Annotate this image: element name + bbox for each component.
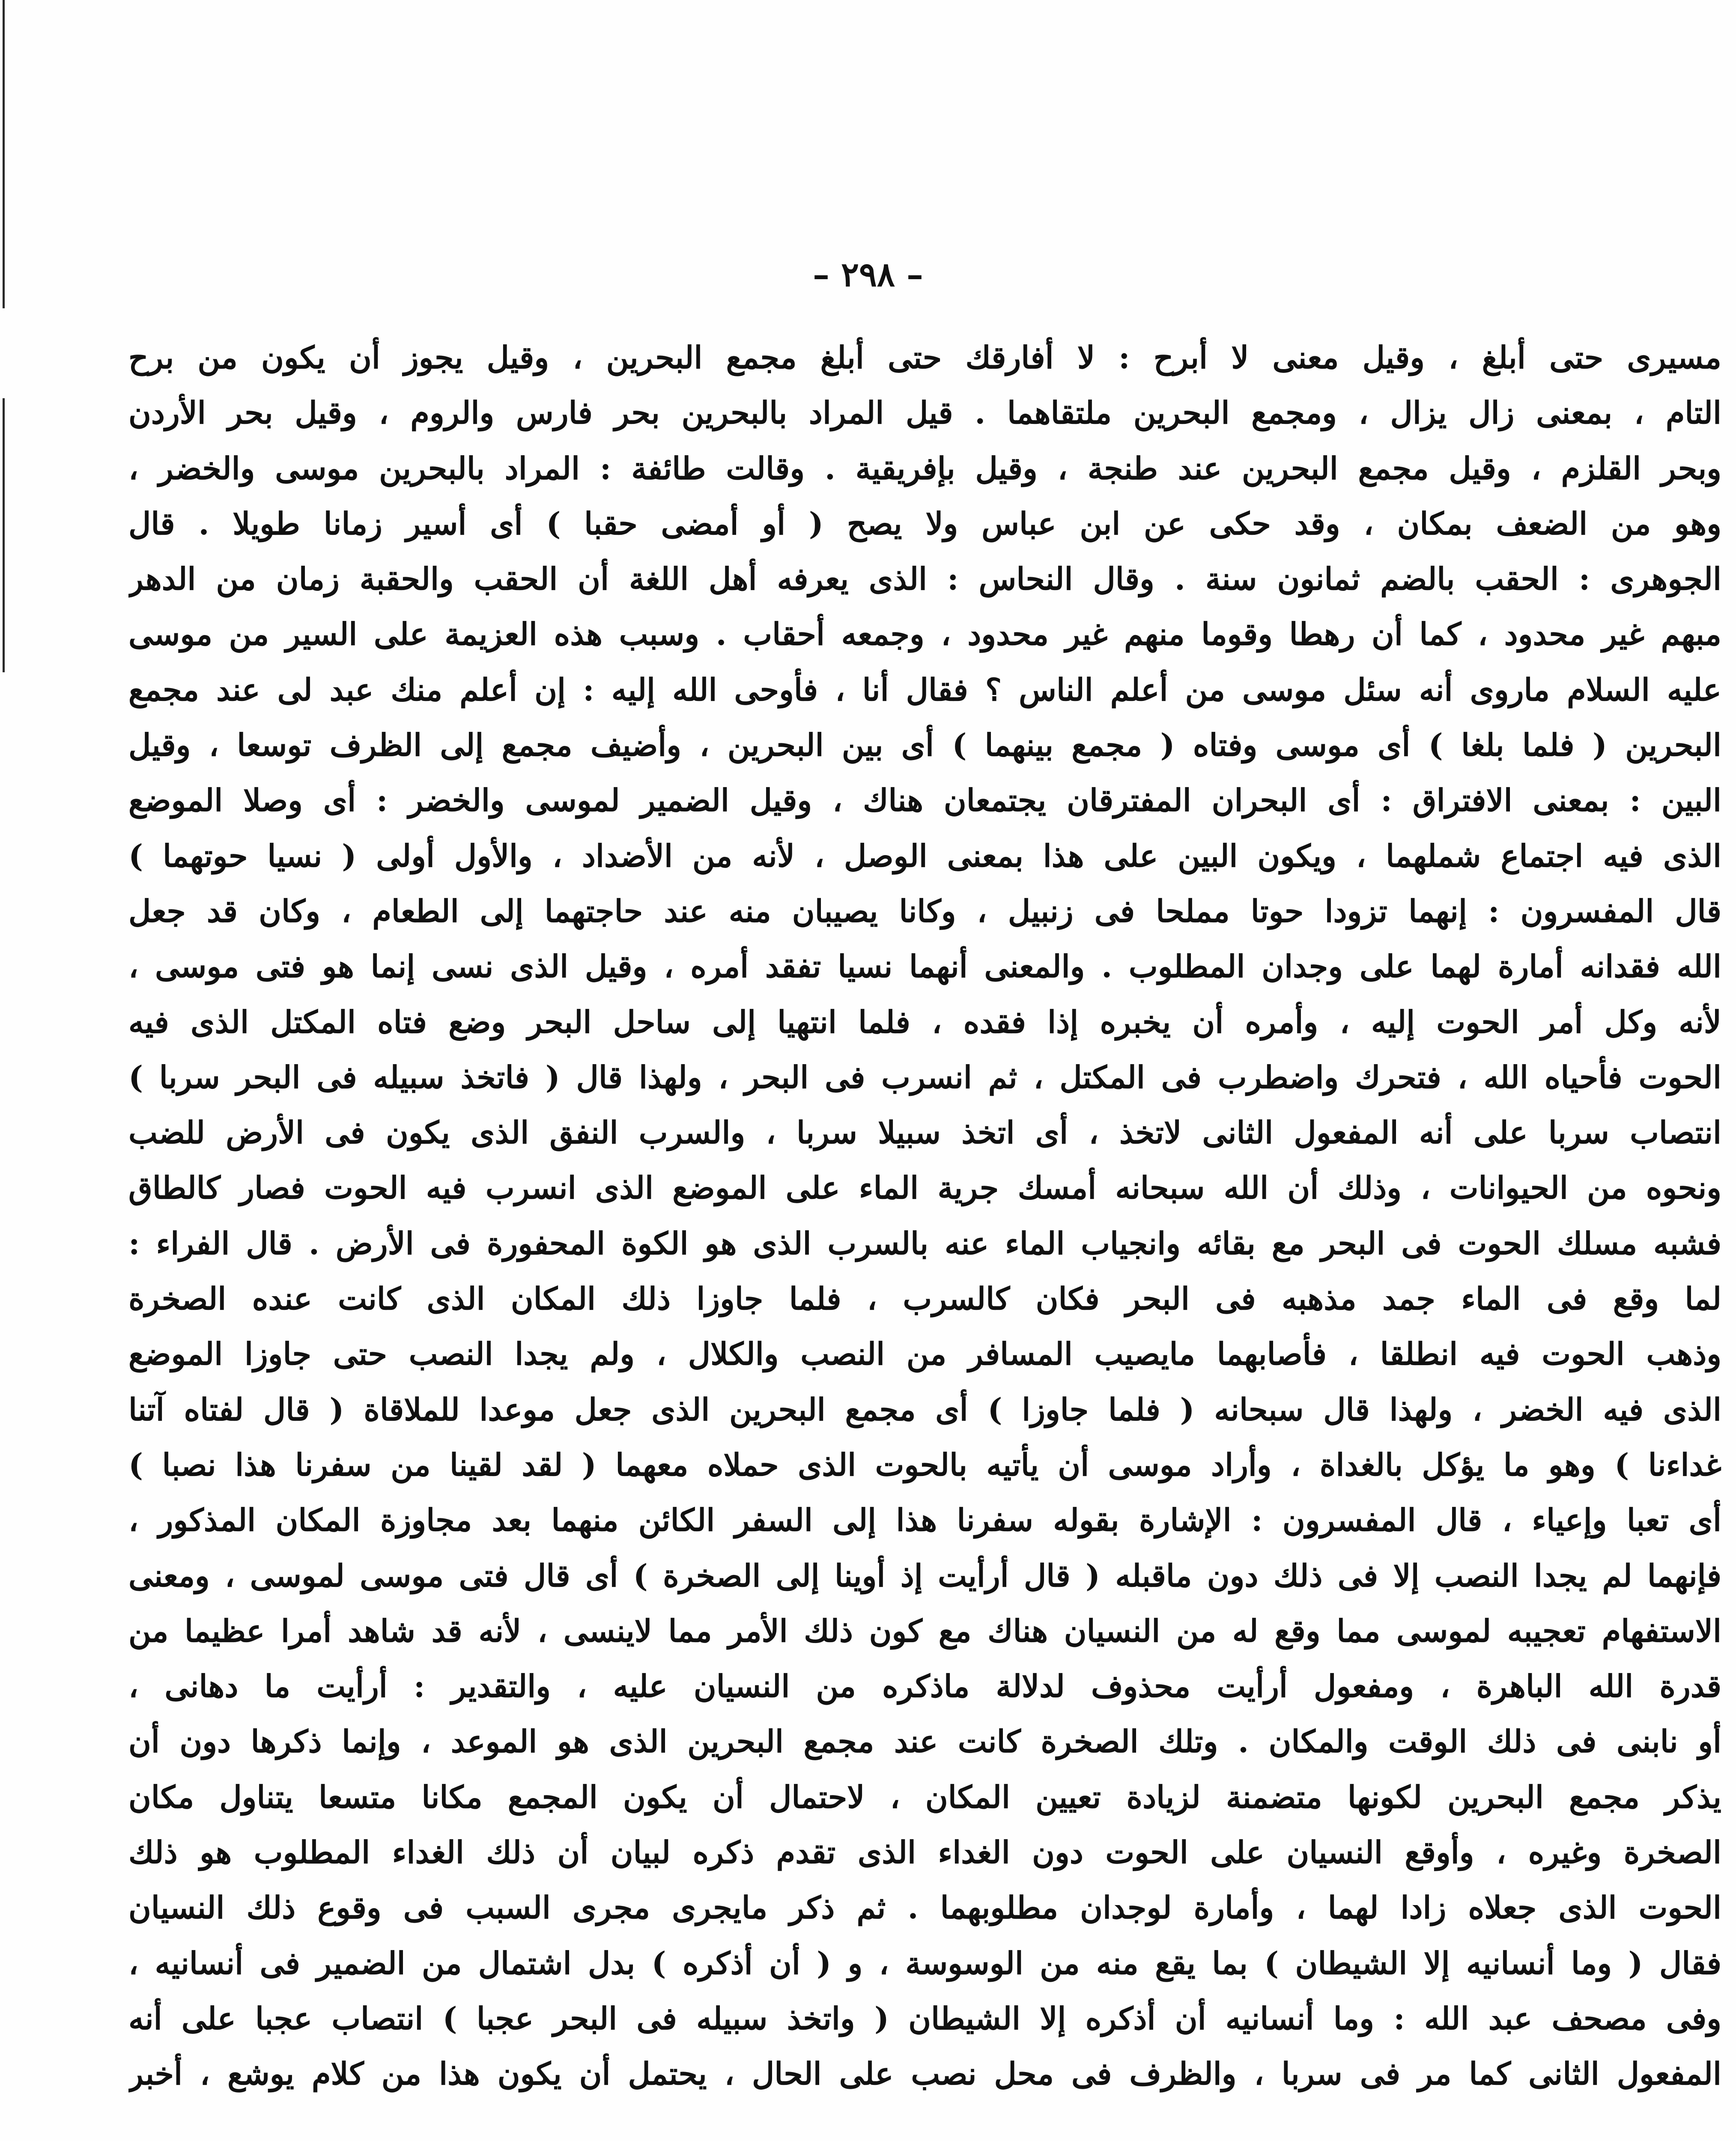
text-line: يذكر مجمع البحرين لكونها متضمنة لزيادة تعيين المكان ، لاحتمال أن يكون المجمع مكانا متسعا يتناول مكان — [128, 1778, 1721, 1815]
text-line: وذهب الحوت فيه انطلقا ، فأصابهما مايصيب المسافر من النصب والكلال ، ولم يجدا النصب حتى جاوزا الموضع — [128, 1336, 1721, 1372]
text-line: الصخرة وغيره ، وأوقع النسيان على الحوت دون الغداء الذى تقدم ذكره لبيان أن ذلك الغداء المطلوب هو ذلك — [128, 1834, 1721, 1871]
text-line: عليه السلام ماروى أنه سئل موسى من أعلم الناس ؟ فقال أنا ، فأوحى الله إليه : إن أعلم منك عبد لى عند مجمع — [128, 671, 1721, 708]
text-line: الجوهرى : الحقب بالضم ثمانون سنة . وقال النحاس : الذى يعرفه أهل اللغة أن الحقب والحقبة زمان من الدهر — [128, 561, 1721, 597]
text-line: فقال ( وما أنسانيه إلا الشيطان ) بما يقع منه من الوسوسة ، و ( أن أذكره ) بدل اشتمال من الضمير فى أنسانيه ، — [128, 1944, 1721, 1981]
text-line: أى تعبا وإعياء ، قال المفسرون : الإشارة بقوله سفرنا هذا إلى السفر الكائن منهما بعد مجاوزة المكان المذكور ، — [128, 1502, 1721, 1539]
text-line: غداءنا ) وهو ما يؤكل بالغداة ، وأراد موسى أن يأتيه بالحوت الذى حملاه معهما ( لقد لقينا من سفرنا هذا نصبا ) — [128, 1446, 1721, 1483]
binding-edge-shadow-lower — [3, 398, 5, 672]
text-line: ونحوه من الحيوانات ، وذلك أن الله سبحانه أمسك جرية الماء على الموضع الذى انسرب فيه الحوت فصار كالطاق — [128, 1169, 1721, 1206]
text-line: الذى فيه الخضر ، ولهذا قال سبحانه ( فلما جاوزا ) أى مجمع البحرين الذى جعل موعدا للملاقاة ( قال لفتاه آتنا — [128, 1391, 1721, 1428]
body-text — [128, 330, 1721, 2102]
text-line: الله فقدانه أمارة لهما على وجدان المطلوب . والمعنى أنهما نسيا تفقد أمره ، وقيل الذى نسى إنما هو فتى موسى ، — [128, 948, 1721, 985]
text-line: مبهم غير محدود ، كما أن رهطا وقوما منهم غير محدود ، وجمعه أحقاب . وسبب هذه العزيمة على السير من موسى — [128, 616, 1721, 653]
text-line: وفى مصحف عبد الله : وما أنسانيه أن أذكره إلا الشيطان ( واتخذ سبيله فى البحر عجبا ) انتصاب عجبا على أنه — [128, 2000, 1721, 2037]
text-line: فشبه مسلك الحوت فى البحر مع بقائه وانجياب الماء عنه بالسرب الذى هو الكوة المحفورة فى الأرض . قال الفراء : — [128, 1225, 1721, 1261]
text-line: المفعول الثانى كما مر فى سربا ، والظرف فى محل نصب على الحال ، يحتمل أن يكون هذا من كلام يوشع ، أخبر — [128, 2055, 1721, 2092]
text-line: الحوت فأحياه الله ، فتحرك واضطرب فى المكتل ، ثم انسرب فى البحر ، ولهذا قال ( فاتخذ سبيله فى البحر سربا ) — [128, 1059, 1721, 1095]
text-line: انتصاب سربا على أنه المفعول الثانى لاتخذ ، أى اتخذ سبيلا سربا ، والسرب النفق الذى يكون فى الأرض للضب — [128, 1114, 1721, 1151]
text-line: لأنه وكل أمر الحوت إليه ، وأمره أن يخبره إذا فقده ، فلما انتهيا إلى ساحل البحر وضع فتاه المكتل الذى فيه — [128, 1003, 1721, 1040]
text-line: البحرين ( فلما بلغا ) أى موسى وفتاه ( مجمع بينهما ) أى بين البحرين ، وأضيف مجمع إلى الظرف توسعا ، وقيل — [128, 727, 1721, 763]
text-line: قدرة الله الباهرة ، ومفعول أرأيت محذوف لدلالة ماذكره من النسيان عليه ، والتقدير : أرأيت ما دهانى ، — [128, 1668, 1721, 1705]
text-line: الذى فيه اجتماع شملهما ، ويكون البين على هذا بمعنى الوصل ، لأنه من الأضداد ، والأول أولى ( نسيا حوتهما ) — [128, 837, 1721, 874]
text-line: وبحر القلزم ، وقيل مجمع البحرين عند طنجة ، وقيل بإفريقية . وقالت طائفة : المراد بالبحرين موسى والخضر ، — [128, 450, 1721, 486]
text-line: البين : بمعنى الافتراق : أى البحران المفترقان يجتمعان هناك ، وقيل الضمير لموسى والخضر : أى وصلا الموضع — [128, 782, 1721, 819]
text-line: فإنهما لم يجدا النصب إلا فى ذلك دون ماقبله ( قال أرأيت إذ أوينا إلى الصخرة ) أى قال فتى موسى لموسى ، ومعنى — [128, 1557, 1721, 1594]
text-line: الاستفهام تعجيبه لموسى مما وقع له من النسيان هناك مع كون ذلك الأمر مما لاينسى ، لأنه قد شاهد أمرا عظيما من — [128, 1612, 1721, 1649]
text-line: التام ، بمعنى زال يزال ، ومجمع البحرين ملتقاهما . قيل المراد بالبحرين بحر فارس والروم ، وقيل بحر الأردن — [128, 394, 1721, 431]
text-line: أو نابنى فى ذلك الوقت والمكان . وتلك الصخرة كانت عند مجمع البحرين الذى هو الموعد ، وإنما ذكرها دون أن — [128, 1723, 1721, 1760]
page-number: – ٢٩٨ – — [813, 255, 923, 294]
text-line: مسيرى حتى أبلغ ، وقيل معنى لا أبرح : لا أفارقك حتى أبلغ مجمع البحرين ، وقيل يجوز أن يكون من برح — [128, 339, 1721, 376]
text-line: وهو من الضعف بمكان ، وقد حكى عن ابن عباس ولا يصح ( أو أمضى حقبا ) أى أسير زمانا طويلا . قال — [128, 505, 1721, 542]
text-line: قال المفسرون : إنهما تزودا حوتا مملحا فى زنبيل ، وكانا يصيبان منه عند حاجتهما إلى الطعام ، وكان قد جعل — [128, 892, 1721, 929]
text-line: الحوت الذى جعلاه زادا لهما ، وأمارة لوجدان مطلوبهما . ثم ذكر مايجرى مجرى السبب فى وقوع ذلك النسيان — [128, 1889, 1721, 1926]
text-line: لما وقع فى الماء جمد مذهبه فى البحر فكان كالسرب ، فلما جاوزا ذلك المكان الذى كانت عنده الصخرة — [128, 1280, 1721, 1317]
